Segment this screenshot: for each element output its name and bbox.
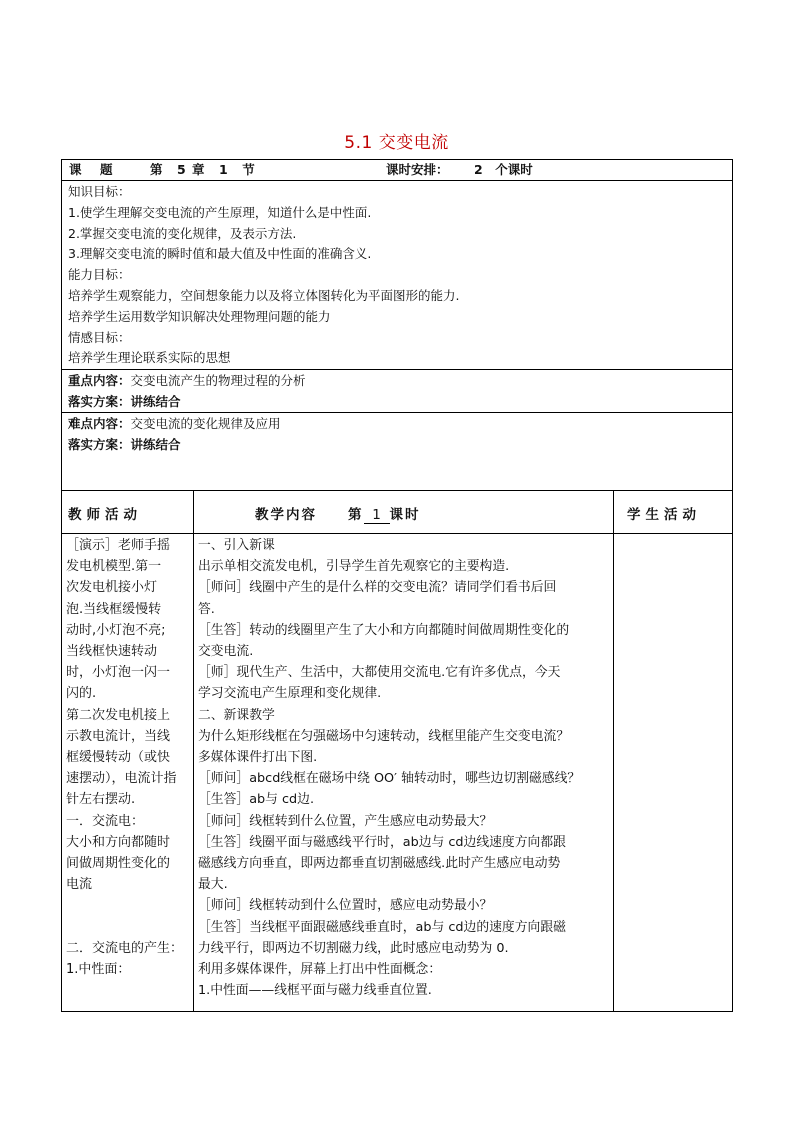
- difficult-plan-text: 讲练结合: [130, 436, 181, 452]
- objectives-line: 1.使学生理解交变电流的产生原理，知道什么是中性面.: [68, 204, 372, 220]
- objectives-line: 培养学生观察能力，空间想象能力以及将立体图转化为平面图形的能力.: [68, 287, 460, 303]
- content-line: 磁感线方向垂直，即两边都垂直切割磁感线.此时产生感应电动势: [198, 856, 561, 872]
- objectives-line: 能力目标：: [68, 267, 131, 283]
- content-line: ［生答］转动的线圈里产生了大小和方向都随时间做周期性变化的: [198, 622, 570, 638]
- content-line: ［师问］线圈中产生的是什么样的交变电流？请同学们看书后回: [198, 580, 557, 596]
- teacher-line: 针左右摆动.: [66, 792, 136, 808]
- teacher-line: 1.中性面：: [66, 962, 131, 978]
- schedule-value: 2 个课时: [474, 162, 533, 177]
- content-line: ［师问］abcd线框在磁场中绕 OO′ 轴转动时，哪些边切割磁感线？: [198, 771, 581, 787]
- difficult-points-text: 交变电流的变化规律及应用: [130, 416, 281, 431]
- teacher-line: 发电机模型.第一: [66, 559, 162, 575]
- content-line: 利用多媒体课件，屏幕上打出中性面概念：: [198, 962, 442, 978]
- teacher-line: 间做周期性变化的: [66, 856, 171, 872]
- teacher-line: 当线框快速转动: [66, 644, 158, 660]
- content-line: ［师］现代生产、生活中，大都使用交流电.它有许多优点，今天: [198, 665, 561, 681]
- teacher-line: 动时,小灯泡不亮;: [66, 622, 166, 638]
- difficult-points-section: [62, 413, 732, 491]
- teacher-line: [66, 895, 191, 916]
- lesson-number: 1: [364, 507, 390, 524]
- objectives-section: [62, 181, 732, 370]
- teacher-line: 速摆动），电流计指: [66, 771, 177, 787]
- content-prefix: 教学内容 第: [255, 507, 364, 523]
- teacher-line: ［演示］老师手摇: [66, 538, 171, 553]
- content-line: 一、引入新课: [198, 538, 275, 553]
- content-line: 答.: [198, 601, 215, 617]
- student-activity-header: 学生活动: [627, 507, 701, 523]
- content-line: ［师问］线框转到什么位置，产生感应电动势最大？: [198, 813, 493, 829]
- content-line: ［生答］ab与 cd边.: [198, 792, 315, 808]
- teacher-line: 电流: [66, 877, 93, 893]
- content-line: 出示单相交流发电机，引导学生首先观察它的主要构造.: [198, 559, 510, 575]
- lesson-body-row: [62, 534, 732, 1011]
- teaching-content-column: [198, 535, 612, 1001]
- teacher-activity-header: 教师活动: [68, 507, 142, 523]
- teacher-line: 泡.当线框缓慢转: [66, 601, 162, 617]
- header-row: [62, 160, 732, 181]
- content-line: 学习交流电产生原理和变化规律.: [198, 686, 382, 702]
- teacher-line: 二．交流电的产生：: [66, 940, 184, 956]
- teaching-content-header: [255, 503, 421, 524]
- schedule-label: 课时安排：: [386, 162, 449, 177]
- teacher-line: 次发电机接小灯: [66, 580, 158, 596]
- teacher-line: 示教电流计，当线: [66, 728, 171, 744]
- objectives-line: 2.掌握交变电流的变化规律，及表示方法.: [68, 225, 297, 241]
- key-plan-label: 落实方案：: [68, 393, 131, 409]
- content-line: ［师问］线框转动到什么位置时，感应电动势最小？: [198, 898, 493, 914]
- content-suffix: 课时: [389, 507, 421, 523]
- difficult-points-label: 难点内容：: [68, 416, 131, 431]
- content-line: 二、新课教学: [198, 707, 275, 723]
- content-line: 交变电流.: [198, 644, 254, 660]
- student-activity-column: [614, 534, 732, 1011]
- teacher-line: [66, 917, 191, 938]
- content-line: 多媒体课件打出下图.: [198, 750, 318, 766]
- teacher-activity-column: [66, 535, 191, 980]
- lesson-plan-table: [61, 159, 733, 1012]
- content-line: 1.中性面——线框平面与磁力线垂直位置.: [198, 983, 432, 999]
- content-line: ［生答］当线框平面跟磁感线垂直时，ab与 cd边的速度方向跟磁: [198, 919, 566, 935]
- key-points-label: 重点内容：: [68, 373, 131, 388]
- objectives-line: 知识目标：: [68, 184, 131, 199]
- column-header-row: [62, 491, 732, 534]
- key-points-text: 交变电流产生的物理过程的分析: [130, 373, 306, 388]
- content-line: 为什么矩形线框在匀强磁场中匀速转动，线框里能产生交变电流？: [198, 728, 570, 744]
- key-plan-text: 讲练结合: [130, 393, 181, 409]
- key-points-section: [62, 370, 732, 413]
- objectives-line: 培养学生理论联系实际的思想: [68, 350, 231, 366]
- teacher-line: 闪的.: [66, 686, 97, 702]
- objectives-line: 3.理解交变电流的瞬时值和最大值及中性面的准确含义.: [68, 246, 372, 262]
- objectives-line: 培养学生运用数学知识解决处理物理问题的能力: [68, 308, 331, 324]
- teacher-line: 大小和方向都随时: [66, 834, 171, 850]
- teacher-line: 框缓慢转动（或快: [66, 750, 171, 766]
- content-line: 最大.: [198, 877, 228, 893]
- teacher-line: 第二次发电机接上: [66, 707, 171, 723]
- objectives-line: 情感目标：: [68, 329, 131, 345]
- difficult-plan-label: 落实方案：: [68, 436, 131, 452]
- content-line: 力线平行，即两边不切割磁力线，此时感应电动势为 0.: [198, 940, 509, 956]
- teacher-line: 时，小灯泡一闪一: [66, 665, 171, 681]
- topic-label: 课 题: [69, 162, 116, 177]
- document-title: 5.1 交变电流: [344, 133, 449, 153]
- chapter-text: 第 5 章 1 节: [150, 162, 256, 177]
- teacher-line: 一．交流电：: [66, 813, 145, 829]
- content-line: ［生答］线圈平面与磁感线平行时，ab边与 cd边线速度方向都跟: [198, 834, 566, 850]
